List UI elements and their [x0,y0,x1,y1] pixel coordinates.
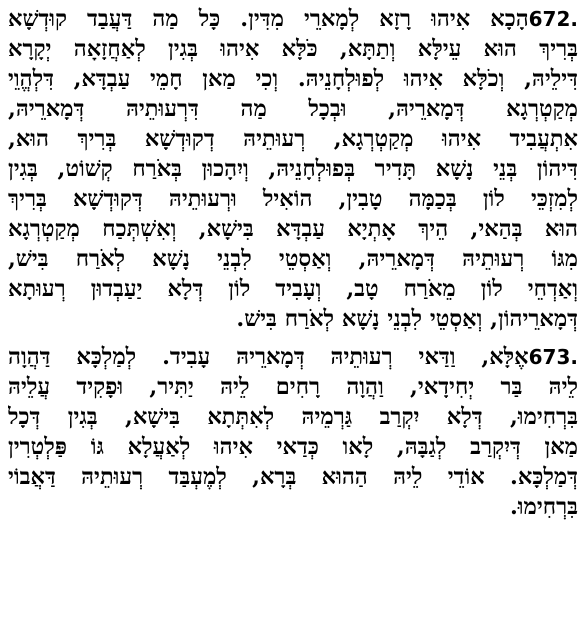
line-text: אֶלָּא, וַדַּאי רְעוּתֵיהּ דְּמָארֵיהּ עָבִיד. לְמַלְכָּא דַּהֲוָה [8,344,529,370]
paragraph-672 [8,4,578,334]
paragraph-673 [8,342,578,522]
text-line [8,342,578,372]
text-line: מַאן דְּיִקְרַב לְגַבָּהּ, לָאו כְּדַאי אִיהוּ לְאַעֲלָא גּוֹ פַּלְטְרִין [8,434,578,460]
text-line: בִּרְחִימוּ. [509,494,578,520]
text-line: בִּרְחִימוּ, דְּלָא יִקְרַב גַּרְמֵיהּ לְאִתְּתָא בִּישָׁא, בְּגִין דְּכָל [8,404,578,430]
text-line: דִּיהוֹן בְּנֵי נָשָׁא תָּדִיר בְּפוּלְחָנֵיהּ, וְיִהָכוּן בְּאֹרַח קְשׁוֹט, בְּגִין [8,156,578,182]
paragraph-number: 673. [528,345,578,369]
paragraph-number: 672. [528,7,578,31]
text-line: הוּא בְּהַאי, הֵיךְ אָתְיָא עַבְדָּא בִּישָׁא, וְאִשְׁתְּכַח מְקַטְרְגָא [8,216,578,242]
text-line: דִּילֵיהּ, וְכֹלָּא אִיהוּ לְפוּלְחָנֵיהּ. וְכִי מַאן חָמֵי עַבְדָּא, דִּלְהֱוֵי [8,66,578,92]
text-line: אִתְעֲבִיד אִיהוּ מְקַטְרְגָא, רְעוּתֵיהּ דְקוּדְשָׁא בְּרִיךְ הוּא, [8,126,578,152]
text-line: מְקַטְרְגָא דְּמָארֵיהּ, וּבְכָל מַה דִּרְעוּתֵיהּ דְּמָארֵיהּ, [8,96,578,122]
line-text: הָכָא אִיהוּ רָזָא לְמָארֵי מִדִּין. כָּל מַה דַּעֲבַד קוּדְשָׁא [8,6,529,32]
text-line: בְּרִיךְ הוּא עֵילָּא וְתַתָּא, כֹּלָּא אִיהוּ בְּגִין לְאַחֲזָאָה יְקָרָא [8,36,578,62]
text-line: וְאַדְחֵי לוֹן מֵאֹרַח טָב, וְעָבִיד לוֹן דְּלָא יַעַבְדוּן רְעוּתָא [8,276,578,302]
text-line: דְּמַלְכָּא. אוֹדֵי לֵיהּ הַהוּא בְּרָא, לְמֶעְבַּד רְעוּתֵיהּ דַּאֲבוֹי [8,464,578,490]
text-line: לֵיהּ בַּר יְחִידָאי, וַהֲוָה רָחִים לֵיהּ יַתִּיר, וּפָקִיד עֲלֵיהּ [8,374,578,400]
text-line: דְּמָארֵיהוֹן, וְאַסְטֵי לִבְנֵי נָשָׁא לְאֹרַח בִּישׁ. [236,306,578,332]
text-line: מִגּוֹ רְעוּתֵיהּ דְּמָארֵיהּ, וְאַסְטֵי לִבְנֵי נָשָׁא לְאֹרַח בִּישׁ, [8,246,578,272]
text-line: לְמִזְכֵּי לוֹן בְּכַמָּה טָבִין, הוֹאִיל וּרְעוּתֵיהּ דְּקוּדְשָׁא בְּרִיךְ [8,186,578,212]
text-line [8,4,578,34]
